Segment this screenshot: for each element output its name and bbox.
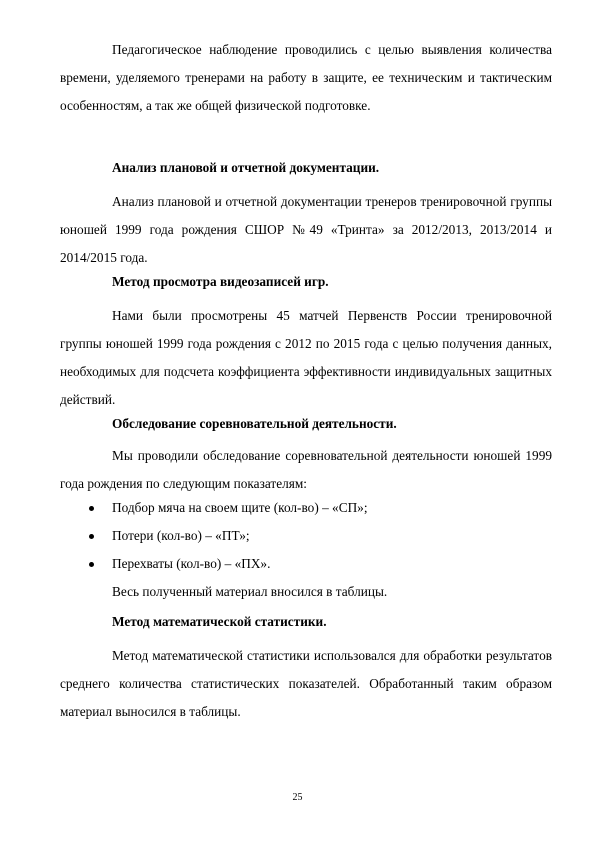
page-number: 25 [292,792,303,803]
statistics-paragraph: Метод математической статистики использовался для обработки результатов среднего количества статистических показателей. Обработанный таким образом материал выносился в таблицы. [60,648,552,719]
list-item-text: Подбор мяча на своем щите (кол-во) – «СП»; [112,500,368,515]
indicator-list [60,494,552,578]
video-paragraph: Нами были просмотрены 45 матчей Первенств России тренировочной группы юношей 1999 года рождения с 2012 по 2015 года с целью получения данных, необходимых для подсчета коэффициента эффективности индивидуальных защитных действий. [60,308,552,407]
bullet-icon [89,506,94,511]
list-item-text: Потери (кол-во) – «ПТ»; [112,528,250,543]
section-heading-statistics: Метод математической статистики. [112,614,327,629]
list-item-text: Перехваты (кол-во) – «ПХ». [112,556,271,571]
bullet-icon [89,534,94,539]
list-item [60,522,552,550]
bullet-icon [89,562,94,567]
section-heading-video: Метод просмотра видеозаписей игр. [112,274,329,289]
section-heading-competition: Обследование соревновательной деятельности. [112,416,397,431]
list-item [60,494,552,522]
intro-paragraph: Педагогическое наблюдение проводились с целью выявления количества времени, уделяемого тренерами на работу в защите, ее техническим и тактическим особенностям, а так же общей физической подготовке. [60,42,552,113]
section-heading-documents: Анализ плановой и отчетной документации. [112,160,380,175]
competition-paragraph: Мы проводили обследование соревновательной деятельности юношей 1999 года рождения по следующим показателям: [60,448,552,491]
list-item [60,550,552,578]
documents-paragraph: Анализ плановой и отчетной документации тренеров тренировочной группы юношей 1999 года рождения СШОР №49 «Тринта» за 2012/2013, 2013/2014 и 2014/2015 года. [60,194,552,265]
tables-note-paragraph: Весь полученный материал вносился в таблицы. [112,584,388,599]
